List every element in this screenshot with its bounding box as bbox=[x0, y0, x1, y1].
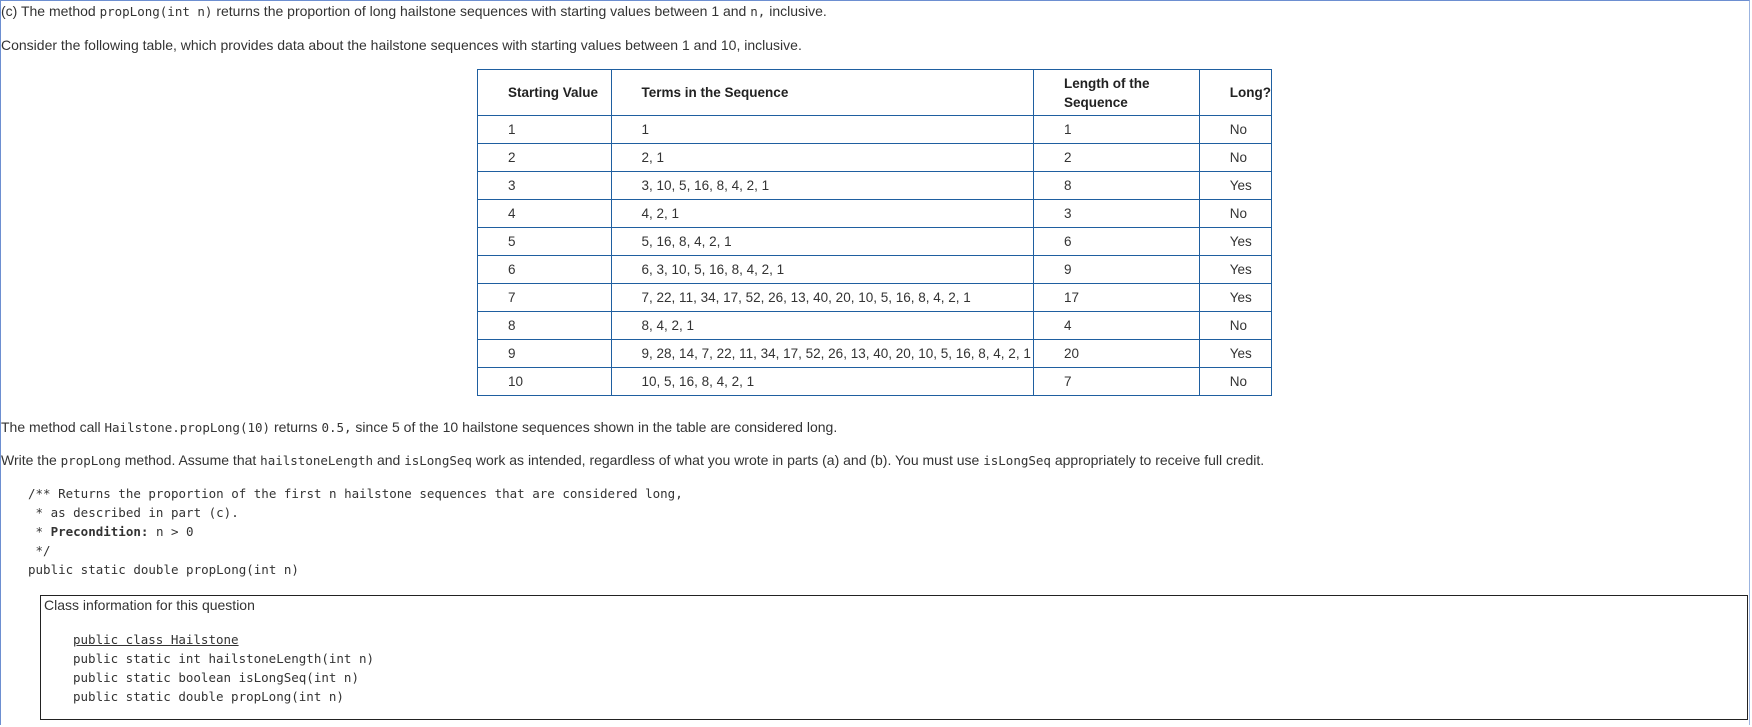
table-row bbox=[478, 368, 1272, 396]
code-precondition-label: Precondition: bbox=[50, 524, 149, 539]
method-declaration: public static double propLong(int n) bbox=[73, 689, 344, 704]
cell-terms: 7, 22, 11, 34, 17, 52, 26, 13, 40, 20, 10, 5, 16, 8, 4, 2, 1 bbox=[611, 284, 1034, 312]
write-text: appropriately to receive full credit. bbox=[1050, 452, 1265, 468]
cell-terms: 10, 5, 16, 8, 4, 2, 1 bbox=[611, 368, 1034, 396]
table-row bbox=[478, 340, 1272, 368]
cell-start: 6 bbox=[478, 256, 612, 284]
cell-start: 7 bbox=[478, 284, 612, 312]
class-information-box bbox=[40, 595, 1748, 720]
cell-length: 20 bbox=[1034, 340, 1200, 368]
code-line: n > 0 bbox=[148, 524, 194, 539]
cell-length: 4 bbox=[1034, 312, 1200, 340]
cell-long: No bbox=[1199, 312, 1271, 340]
write-code-islongseq: isLongSeq bbox=[404, 453, 472, 468]
code-line: * as described in part (c). bbox=[28, 505, 239, 520]
part-c-method-code: propLong(int n) bbox=[99, 4, 213, 19]
cell-long: Yes bbox=[1199, 256, 1271, 284]
cell-start: 3 bbox=[478, 172, 612, 200]
cell-start: 9 bbox=[478, 340, 612, 368]
cell-start: 4 bbox=[478, 200, 612, 228]
code-line: */ bbox=[28, 543, 51, 558]
cell-terms: 1 bbox=[611, 116, 1034, 144]
table-header-row bbox=[478, 70, 1272, 116]
code-line: /** Returns the proportion of the first n hailstone sequences that are considered long, bbox=[28, 486, 683, 501]
write-code-hailstonelength: hailstoneLength bbox=[260, 453, 374, 468]
cell-terms: 8, 4, 2, 1 bbox=[611, 312, 1034, 340]
cell-terms: 6, 3, 10, 5, 16, 8, 4, 2, 1 bbox=[611, 256, 1034, 284]
write-text: and bbox=[373, 452, 405, 468]
cell-length: 9 bbox=[1034, 256, 1200, 284]
cell-long: No bbox=[1199, 368, 1271, 396]
cell-long: No bbox=[1199, 116, 1271, 144]
write-text: work as intended, regardless of what you wrote in parts (a) and (b). You must use bbox=[471, 452, 984, 468]
code-line: * bbox=[28, 524, 51, 539]
cell-length: 17 bbox=[1034, 284, 1200, 312]
cell-start: 8 bbox=[478, 312, 612, 340]
code-line: public static double propLong(int n) bbox=[28, 562, 299, 577]
cell-long: Yes bbox=[1199, 340, 1271, 368]
method-call-statement bbox=[1, 419, 837, 435]
cell-length: 6 bbox=[1034, 228, 1200, 256]
cell-length: 8 bbox=[1034, 172, 1200, 200]
cell-length: 7 bbox=[1034, 368, 1200, 396]
write-text: Write the bbox=[1, 452, 61, 468]
header-terms: Terms in the Sequence bbox=[611, 70, 1034, 116]
write-code-islongseq: isLongSeq bbox=[983, 453, 1051, 468]
call-text-end: since 5 of the 10 hailstone sequences shown in the table are considered long. bbox=[351, 419, 838, 435]
cell-start: 10 bbox=[478, 368, 612, 396]
part-c-n-code: n, bbox=[750, 4, 766, 19]
table-row bbox=[478, 172, 1272, 200]
method-declaration: public static boolean isLongSeq(int n) bbox=[73, 670, 359, 685]
class-declaration: public class Hailstone bbox=[73, 632, 239, 647]
part-c-text: (c) The method bbox=[1, 3, 100, 19]
cell-start: 2 bbox=[478, 144, 612, 172]
table-row bbox=[478, 312, 1272, 340]
cell-terms: 5, 16, 8, 4, 2, 1 bbox=[611, 228, 1034, 256]
call-text: The method call bbox=[1, 419, 105, 435]
cell-terms: 2, 1 bbox=[611, 144, 1034, 172]
table-row bbox=[478, 284, 1272, 312]
cell-terms: 4, 2, 1 bbox=[611, 200, 1034, 228]
header-long: Long? bbox=[1199, 70, 1271, 116]
write-text: method. Assume that bbox=[120, 452, 261, 468]
cell-start: 1 bbox=[478, 116, 612, 144]
table-row bbox=[478, 144, 1272, 172]
table-row bbox=[478, 228, 1272, 256]
hailstone-table bbox=[477, 69, 1272, 396]
method-signature-code bbox=[28, 484, 683, 579]
table-row bbox=[478, 256, 1272, 284]
part-c-text-mid: returns the proportion of long hailstone sequences with starting values between 1 and bbox=[212, 3, 751, 19]
cell-long: No bbox=[1199, 200, 1271, 228]
cell-terms: 9, 28, 14, 7, 22, 11, 34, 17, 52, 26, 13, 40, 20, 10, 5, 16, 8, 4, 2, 1 bbox=[611, 340, 1034, 368]
write-code-proplong: propLong bbox=[60, 453, 121, 468]
table-row bbox=[478, 116, 1272, 144]
call-value-code: 0.5, bbox=[321, 420, 352, 435]
call-text-mid: returns bbox=[270, 419, 322, 435]
cell-long: Yes bbox=[1199, 284, 1271, 312]
header-starting-value: Starting Value bbox=[478, 70, 612, 116]
cell-length: 3 bbox=[1034, 200, 1200, 228]
part-c-text-end: inclusive. bbox=[765, 3, 827, 19]
cell-terms: 3, 10, 5, 16, 8, 4, 2, 1 bbox=[611, 172, 1034, 200]
cell-start: 5 bbox=[478, 228, 612, 256]
cell-length: 2 bbox=[1034, 144, 1200, 172]
cell-long: Yes bbox=[1199, 172, 1271, 200]
cell-long: Yes bbox=[1199, 228, 1271, 256]
class-info-title: Class information for this question bbox=[44, 597, 255, 613]
method-declaration: public static int hailstoneLength(int n) bbox=[73, 651, 375, 666]
consider-statement: Consider the following table, which provides data about the hailstone sequences with starting values between 1 and 10, inclusive. bbox=[1, 37, 802, 53]
cell-length: 1 bbox=[1034, 116, 1200, 144]
call-code: Hailstone.propLong(10) bbox=[104, 420, 271, 435]
table-row bbox=[478, 200, 1272, 228]
header-length: Length of the Sequence bbox=[1034, 70, 1200, 116]
part-c-statement bbox=[1, 3, 827, 19]
cell-long: No bbox=[1199, 144, 1271, 172]
write-instruction bbox=[1, 452, 1264, 468]
